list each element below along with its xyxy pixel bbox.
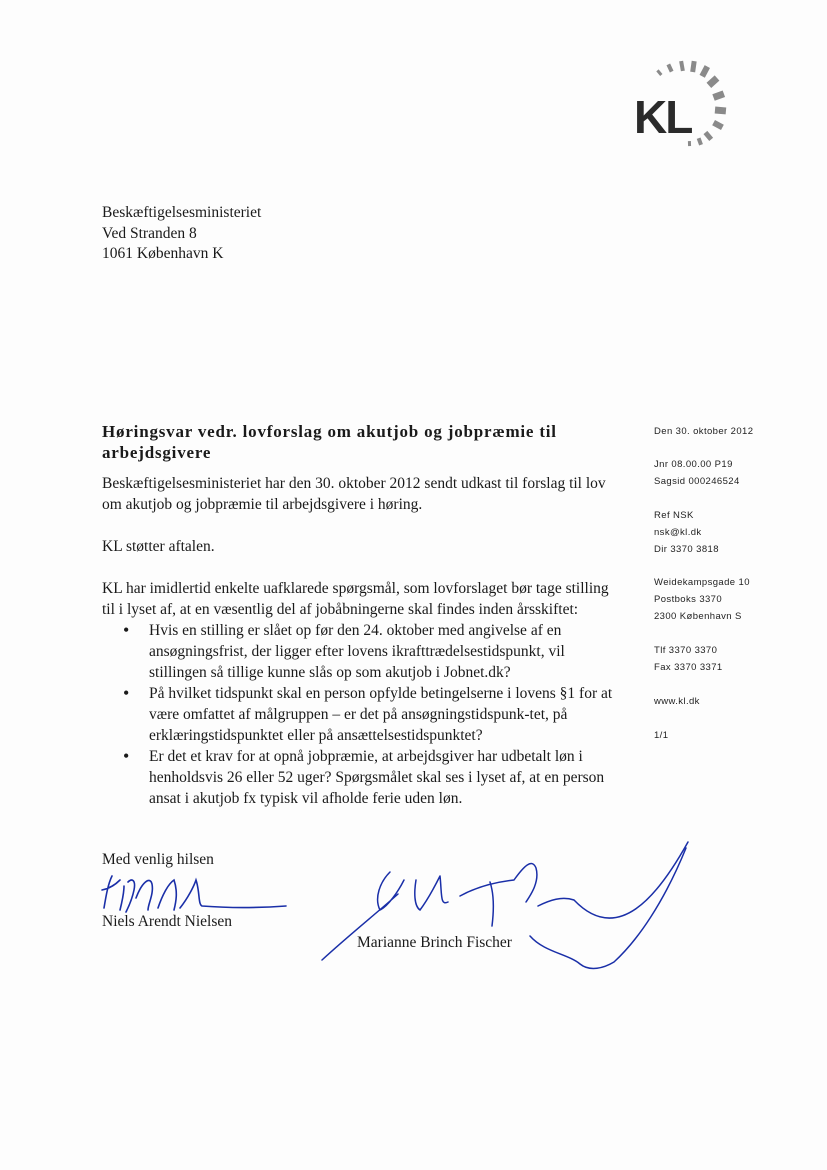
street-address: Weidekampsgade 10 (654, 577, 750, 588)
logo-text: KL (634, 91, 692, 143)
list-item: • Hvis en stilling er slået op før den 24. oktober med angivelse af en ansøgningsfrist, der ligger efter lovens ikrafttrædelsestidspunkt, vil stillingen så tillige kunne slås op som akutjob i Jobnet.dk? (123, 620, 617, 683)
journal-number: Jnr 08.00.00 P19 (654, 459, 733, 470)
recipient-line: Ved Stranden 8 (102, 224, 197, 242)
paragraph: Beskæftigelsesministeriet har den 30. oktober 2012 sendt udkast til forslag til lov om akutjob og jobpræmie til arbejdsgivere i høring. (102, 475, 606, 513)
recipient-line: 1061 København K (102, 245, 224, 262)
fax: Fax 3370 3371 (654, 662, 723, 673)
city: 2300 København S (654, 611, 742, 622)
letter-body (102, 473, 617, 809)
recipient-line: Beskæftigelsesministeriet (102, 204, 262, 221)
list-item: • Er det et krav for at opnå jobpræmie, at arbejdsgiver har udbetalt løn i henholdsvis 26 eller 52 uger? Spørgsmålet skal ses i lyset af, at en person ansat i akutjob fx typisk vil afholde ferie uden løn. (123, 746, 617, 809)
recipient-address (102, 203, 261, 265)
signatory-name: Niels Arendt Nielsen (102, 913, 233, 930)
reference: Ref NSK (654, 510, 694, 521)
paragraph: KL har imidlertid enkelte uafklarede spørgsmål, som lovforslaget bør tage stilling til i lyset af, at en væsentlig del af jobåbningerne skal findes inden årsskiftet: (102, 580, 609, 618)
signature-marianne (318, 836, 698, 976)
list-item: • På hvilket tidspunkt skal en person opfylde betingelserne i lovens §1 for at være omfattet af målgruppen – er det på ansøgningstidspunk-tet, på erklæringstidspunktet eller på ansættelsestidspunktet? (123, 683, 617, 746)
letter-title: Høringsvar vedr. lovforslag om akutjob og jobpræmie til arbejdsgivere (102, 422, 557, 462)
page-number: 1/1 (654, 730, 669, 741)
letter-date: Den 30. oktober 2012 (654, 426, 754, 437)
direct-phone: Dir 3370 3818 (654, 544, 719, 555)
kl-logo (628, 58, 748, 158)
signatory-name: Marianne Brinch Fischer (357, 934, 512, 951)
question-list (102, 620, 617, 809)
case-id: Sagsid 000246524 (654, 476, 740, 487)
postbox: Postboks 3370 (654, 594, 723, 605)
paragraph: KL støtter aftalen. (102, 538, 215, 555)
website: www.kl.dk (654, 696, 700, 707)
closing-greeting: Med venlig hilsen (102, 851, 214, 868)
phone: Tlf 3370 3370 (654, 645, 718, 656)
email-address: nsk@kl.dk (654, 527, 702, 538)
